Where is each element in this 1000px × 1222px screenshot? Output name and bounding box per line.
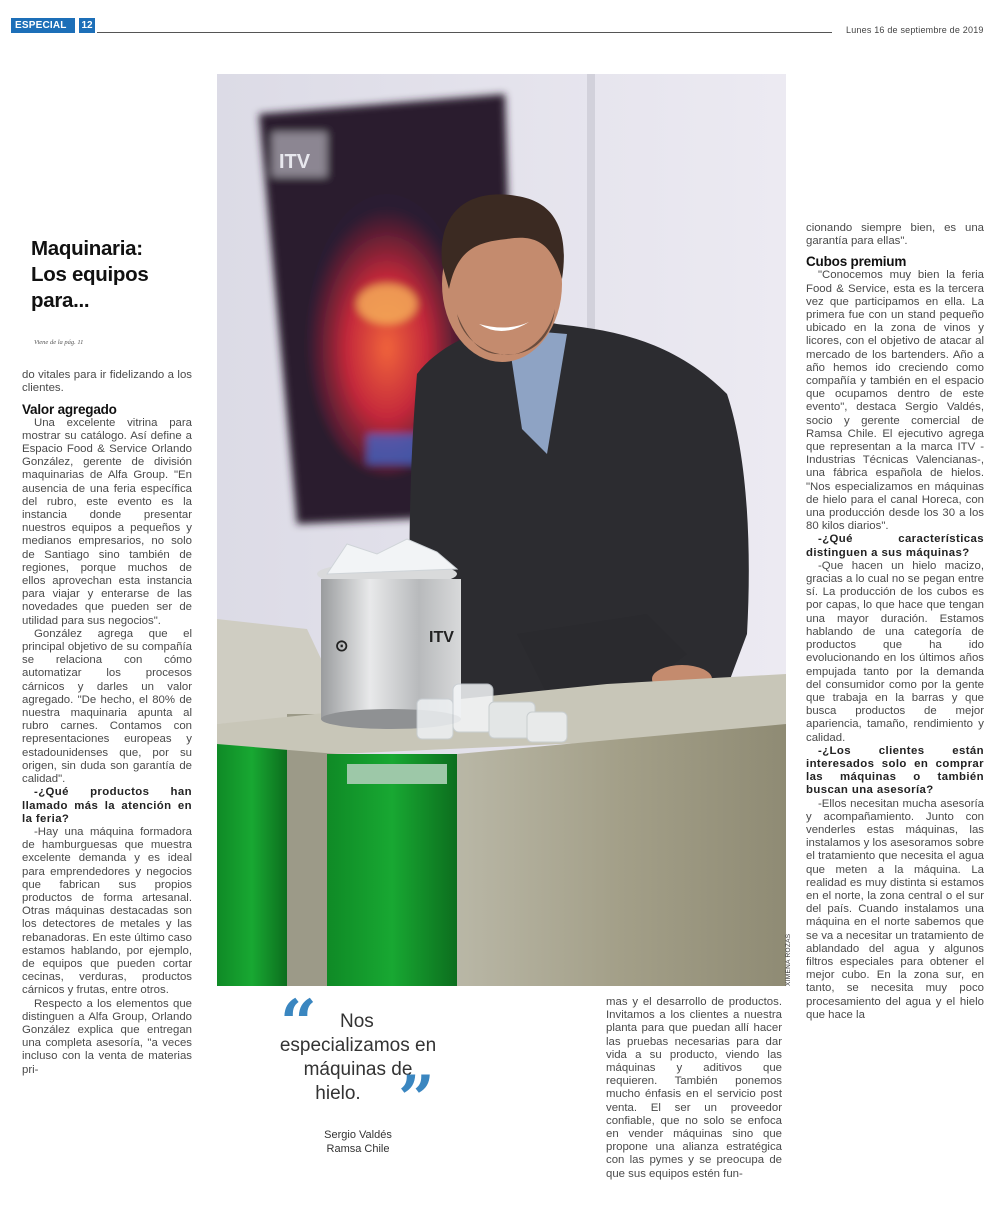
article-photo (217, 74, 786, 986)
title-line: Maquinaria: (31, 237, 143, 260)
paragraph: mas y el desarrollo de productos. Invitamos a los clientes a nuestra planta para que puedan allí hacer las pruebas necesarias para dar vida a su producto, viendo las máquinas y aditivos que requieren. También ponemos mucho énfasis en el servicio post venta. El ser un proveedor confiable, que no solo se enfoca en vender máquinas sino que propone una alianza estratégica con las pymes y se preocupa de que sus equipos estén fun- (606, 996, 782, 1180)
bucket-brand-text: ITV (429, 629, 454, 646)
pull-quote-line: hielo. (315, 1083, 361, 1104)
left-column-body (22, 369, 192, 1077)
paragraph: González agrega que el principal objetivo de su compañía se relaciona con cómo automatizar los procesos cárnicos y darles un valor agregado. "De hecho, el 80% de nuestra maquinaria apunta al rubro carnes. Contamos con representaciones europeas y estadounidenses que, por su origen, sin duda son garantía de calidad". (22, 627, 192, 786)
pull-quote-attribution (298, 1128, 418, 1156)
svg-text:⊙: ⊙ (335, 638, 349, 655)
paragraph: "Conocemos muy bien la feria Food & Service, esta es la tercera vez que participamos en ella. La primera fue con un stand pequeño ubicado en la zona de vinos y licores, con el objetivo de atacar al mercado de los bartenders. Año a año hemos ido creciendo como compañía y también en el espacio que ocupamos dentro de este evento", destaca Sergio Valdés, socio y gerente comercial de Ramsa Chile. El ejecutivo agrega que representan a la marca ITV -Industrias Técnicas Valencianas-, una fábrica española de hielos. "Nos especializamos en máquinas de hielo para el canal Horeca, con una producción desde los 30 a los 80 kilos diarios". (806, 269, 984, 533)
title-line: para... (31, 289, 90, 312)
steel-cabinet (457, 724, 786, 986)
poster-brand-text: ITV (279, 151, 311, 173)
green-panel-right (327, 754, 457, 986)
interview-question: -¿Qué productos han llamado más la atención en la feria? (22, 786, 192, 825)
left-column (22, 236, 192, 1077)
article-title (22, 236, 192, 314)
subheading: Valor agregado (22, 401, 117, 417)
paragraph: Respecto a los elementos que distinguen a Alfa Group, Orlando González explica que entregan una completa asesoría, "a veces incluso con la venta de materias pri- (22, 997, 192, 1076)
page-number: 12 (79, 18, 95, 33)
paragraph: -Que hacen un hielo macizo, gracias a lo cual no se pegan entre sí. La producción de los cubos es por capas, lo que hace que tengan una mayor duración. Estamos hablando de una categoría de productos que ha ido evolucionando en los últimos años empujada tanto por la demanda del consumidor como por la gente que trabaja en la barras y que busca productos de mejor apariencia, tamaño, rendimiento y calidad. (806, 559, 984, 744)
pull-quote-line: Nos (340, 1011, 374, 1032)
pull-quote-line: especializamos en (279, 1035, 437, 1056)
interview-question: -¿Los clientes están interesados solo en comprar las máquinas o también buscan una asesoría? (806, 744, 984, 797)
paragraph: -Hay una máquina formadora de hamburguesas que muestra excelente demanda y es ideal para emprendedores y negocios que fabrican sus propios productos de forma artesanal. Otras máquinas destacadas son los detectores de metales y las rebanadoras. En este último caso estamos hablando, por ejemplo, de equipos que pueden cortar cecinas, verduras, productos cárnicos y frutas, entre otros. (22, 825, 192, 997)
page-header (0, 0, 1000, 44)
green-panel-left (217, 724, 287, 986)
paragraph: cionando siempre bien, es una garantía para ellas". (806, 222, 984, 248)
interview-question: -¿Qué características distinguen a sus máquinas? (806, 533, 984, 559)
close-quote-icon: ” (398, 1062, 435, 1137)
open-quote-icon: “ (280, 986, 317, 1061)
photo-illustration (217, 74, 786, 986)
right-column-body (806, 222, 984, 1022)
pull-quote-line: máquinas de (303, 1059, 413, 1080)
continued-from-note: Viene de la pág. 11 (34, 339, 84, 346)
issue-date: Lunes 16 de septiembre de 2019 (846, 25, 984, 35)
photo-credit: XIMENA ROZAS (785, 933, 792, 986)
quote-company: Ramsa Chile (326, 1143, 390, 1155)
subheading: Cubos premium (806, 254, 907, 270)
right-column (806, 222, 984, 1022)
section-label: ESPECIAL (11, 18, 75, 33)
paragraph: do vitales para ir fidelizando a los clientes. (22, 369, 192, 395)
middle-column (606, 996, 782, 1181)
middle-column-body (606, 996, 782, 1181)
title-line: Los equipos (31, 263, 149, 286)
header-rule (97, 32, 832, 33)
paragraph: Una excelente vitrina para mostrar su catálogo. Así define a Espacio Food & Service Orlando González, gerente de división maquinarias de Alfa Group. "En ausencia de una feria específica del rubro, este evento es la instancia donde presentar nuestros equipos a pequeños y medianos empresarios, no solo de Santiago sino también de regiones, porque muchos de ellos aprovechan esta instancia para viajar y enterarse de las novedades que pueden ser de utilidad para sus negocios". (22, 416, 192, 627)
paragraph: -Ellos necesitan mucha asesoría y acompañamiento. Junto con venderles estas máquinas, las instalamos y los asesoramos sobre el tratamiento que necesita el agua que meten a la máquina. La realidad es muy distinta si estamos en el norte, la zona central o el sur del país. Cuando instalamos una máquina en el norte sabemos que se va a necesitar un tratamiento de ablandado del agua y algunos filtros especiales para obtener el mejor cubo. En la zona sur, en tanto, se necesita muy poco procesamiento del agua y el hielo que hace la (806, 797, 984, 1021)
quote-author: Sergio Valdés (324, 1129, 392, 1141)
